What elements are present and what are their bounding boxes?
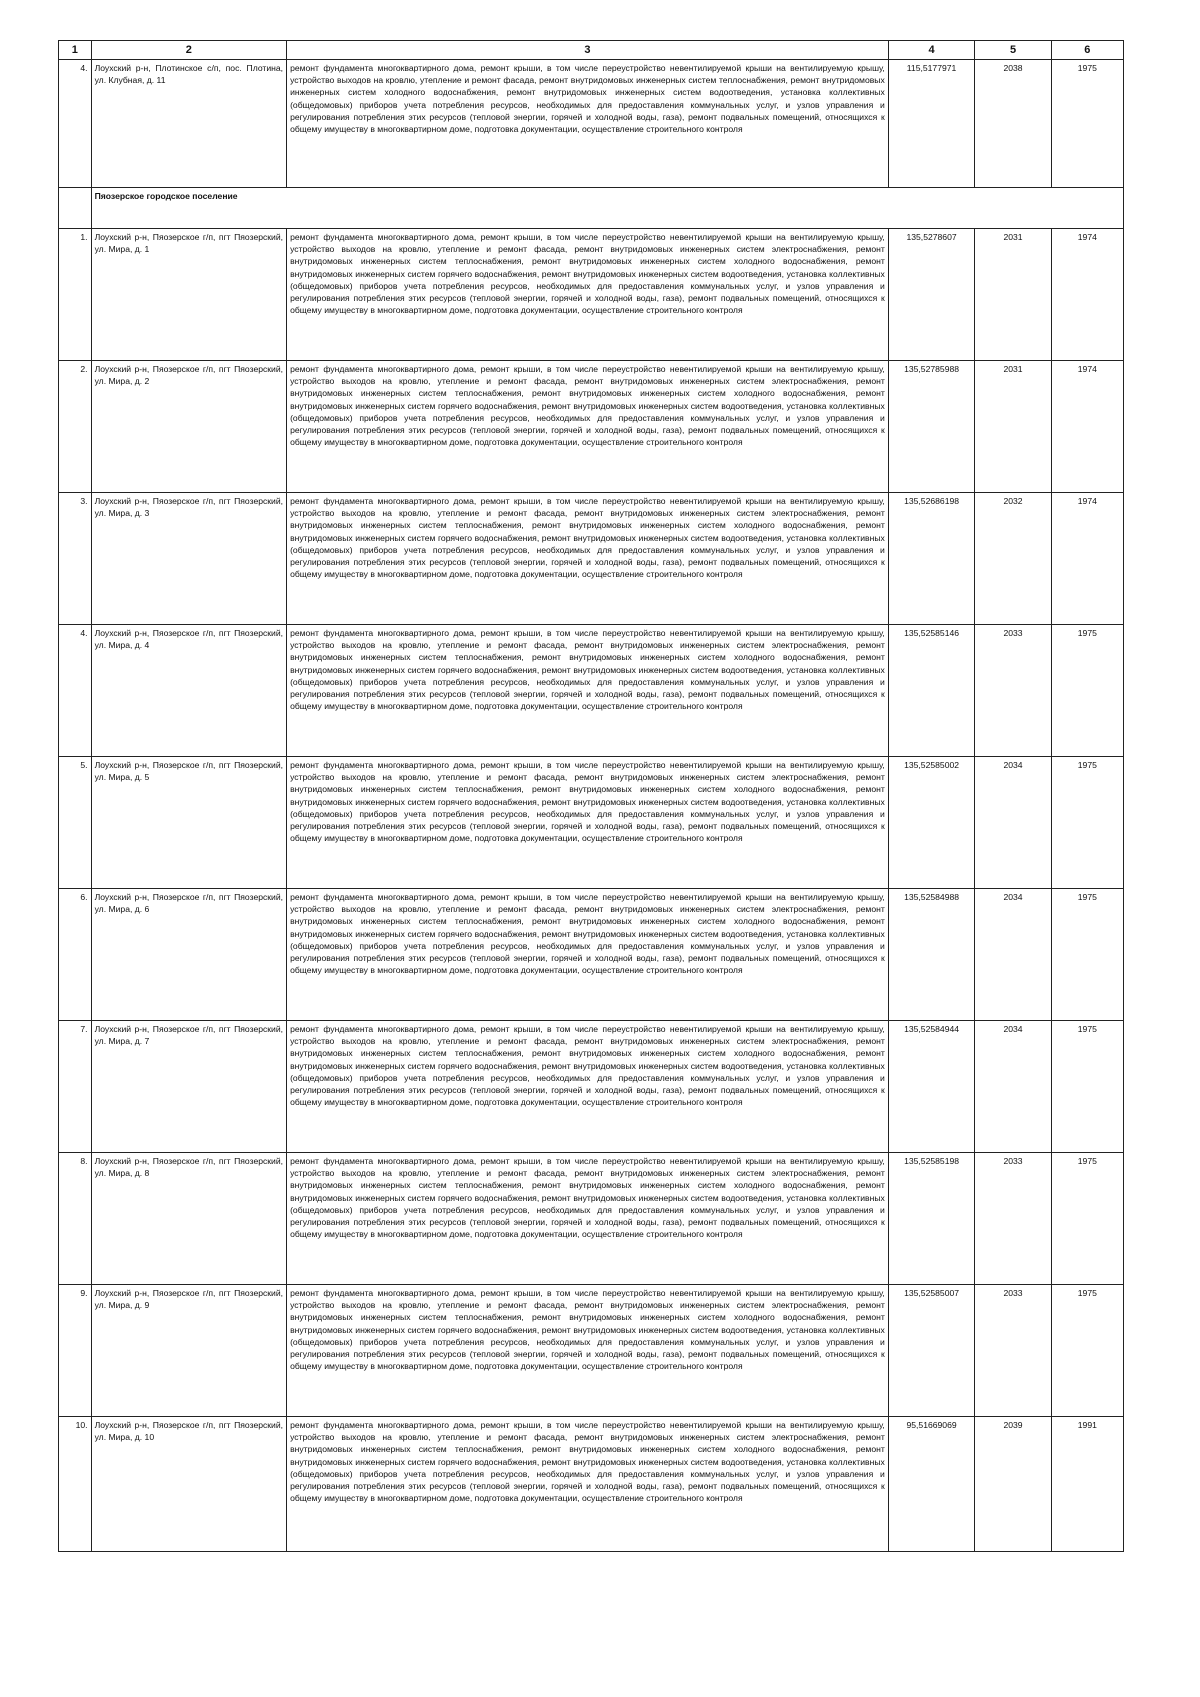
row-work-description: ремонт фундамента многоквартирного дома, ремонт крыши, в том числе переустройство невентилируемой крыши на вентилируемую крышу, устройство выходов на кровлю, утепление и ремонт фасада, ремонт внутридомовых инженерных систем электроснабжения, ремонт внутридомовых инженерных систем теплоснабжения, ремонт внутридомовых инженерных систем холодного водоснабжения, ремонт внутридомовых инженерных систем горячего водоснабжения, ремонт внутридомовых инженерных систем водоотведения, установка коллективных (общедомовых) приборов учета потребления ресурсов, необходимых для предоставления коммунальных услуг, и узлов управления и регулирования потребления этих ресурсов (тепловой энергии, горячей и холодной воды, газа), ремонт подвальных помещений, относящихся к общему имуществу в многоквартирном доме, подготовка документации, осуществление строительного контроля [287, 757, 889, 889]
row-address: Лоухский р-н, Пяозерское г/п, пгт Пяозерский, ул. Мира, д. 5 [91, 757, 286, 889]
section-empty-cell [59, 188, 92, 229]
row-work-description: ремонт фундамента многоквартирного дома, ремонт крыши, в том числе переустройство невентилируемой крыши на вентилируемую крышу, устройство выходов на кровлю, утепление и ремонт фасада, ремонт внутридомовых инженерных систем электроснабжения, ремонт внутридомовых инженерных систем теплоснабжения, ремонт внутридомовых инженерных систем холодного водоснабжения, ремонт внутридомовых инженерных систем горячего водоснабжения, ремонт внутридомовых инженерных систем водоотведения, установка коллективных (общедомовых) приборов учета потребления ресурсов, необходимых для предоставления коммунальных услуг, и узлов управления и регулирования потребления этих ресурсов (тепловой энергии, горячей и холодной воды, газа), ремонт подвальных помещений, относящихся к общему имуществу в многоквартирном доме, подготовка документации, осуществление строительного контроля [287, 493, 889, 625]
column-header-1: 1 [59, 41, 92, 60]
row-build-year: 1974 [1051, 361, 1123, 493]
table-row [59, 1417, 1124, 1552]
row-value: 135,52585002 [888, 757, 975, 889]
table-row [59, 625, 1124, 757]
row-build-year: 1975 [1051, 1153, 1123, 1285]
row-build-year: 1974 [1051, 493, 1123, 625]
section-title: Пяозерское городское поселение [91, 188, 1123, 229]
table-row [59, 60, 1124, 188]
row-value: 95,51669069 [888, 1417, 975, 1552]
row-value: 135,52584944 [888, 1021, 975, 1153]
row-build-year: 1975 [1051, 757, 1123, 889]
table-row [59, 493, 1124, 625]
row-address: Лоухский р-н, Пяозерское г/п, пгт Пяозерский, ул. Мира, д. 1 [91, 229, 286, 361]
row-number: 9. [59, 1285, 92, 1417]
row-address: Лоухский р-н, Пяозерское г/п, пгт Пяозерский, ул. Мира, д. 2 [91, 361, 286, 493]
table-row [59, 1285, 1124, 1417]
row-value: 135,52585146 [888, 625, 975, 757]
column-number-header-row [59, 41, 1124, 60]
row-planned-year: 2031 [975, 361, 1051, 493]
row-planned-year: 2034 [975, 757, 1051, 889]
row-build-year: 1975 [1051, 1285, 1123, 1417]
row-address: Лоухский р-н, Пяозерское г/п, пгт Пяозерский, ул. Мира, д. 10 [91, 1417, 286, 1552]
row-work-description: ремонт фундамента многоквартирного дома, ремонт крыши, в том числе переустройство невентилируемой крыши на вентилируемую крышу, устройство выходов на кровлю, утепление и ремонт фасада, ремонт внутридомовых инженерных систем электроснабжения, ремонт внутридомовых инженерных систем теплоснабжения, ремонт внутридомовых инженерных систем холодного водоснабжения, ремонт внутридомовых инженерных систем горячего водоснабжения, ремонт внутридомовых инженерных систем водоотведения, установка коллективных (общедомовых) приборов учета потребления ресурсов, необходимых для предоставления коммунальных услуг, и узлов управления и регулирования потребления этих ресурсов (тепловой энергии, горячей и холодной воды, газа), ремонт подвальных помещений, относящихся к общему имуществу в многоквартирном доме, подготовка документации, осуществление строительного контроля [287, 1153, 889, 1285]
row-planned-year: 2034 [975, 1021, 1051, 1153]
row-address: Лоухский р-н, Пяозерское г/п, пгт Пяозерский, ул. Мира, д. 8 [91, 1153, 286, 1285]
column-header-3: 3 [287, 41, 889, 60]
table-row [59, 361, 1124, 493]
column-header-6: 6 [1051, 41, 1123, 60]
row-work-description: ремонт фундамента многоквартирного дома, ремонт крыши, в том числе переустройство невентилируемой крыши на вентилируемую крышу, устройство выходов на кровлю, утепление и ремонт фасада, ремонт внутридомовых инженерных систем электроснабжения, ремонт внутридомовых инженерных систем теплоснабжения, ремонт внутридомовых инженерных систем холодного водоснабжения, ремонт внутридомовых инженерных систем горячего водоснабжения, ремонт внутридомовых инженерных систем водоотведения, установка коллективных (общедомовых) приборов учета потребления ресурсов, необходимых для предоставления коммунальных услуг, и узлов управления и регулирования потребления этих ресурсов (тепловой энергии, горячей и холодной воды, газа), ремонт подвальных помещений, относящихся к общему имуществу в многоквартирном доме, подготовка документации, осуществление строительного контроля [287, 1285, 889, 1417]
row-work-description: ремонт фундамента многоквартирного дома, ремонт крыши, в том числе переустройство невентилируемой крыши на вентилируемую крышу, устройство выходов на кровлю, утепление и ремонт фасада, ремонт внутридомовых инженерных систем теплоснабжения, ремонт внутридомовых инженерных систем холодного водоснабжения, ремонт внутридомовых инженерных систем водоотведения, установка коллективных (общедомовых) приборов учета потребления ресурсов, необходимых для предоставления коммунальных услуг, и узлов управления и регулирования потребления этих ресурсов (тепловой энергии, горячей и холодной воды, газа), ремонт подвальных помещений, относящихся к общему имуществу в многоквартирном доме, подготовка документации, осуществление строительного контроля [287, 60, 889, 188]
row-address: Лоухский р-н, Пяозерское г/п, пгт Пяозерский, ул. Мира, д. 4 [91, 625, 286, 757]
row-build-year: 1975 [1051, 1021, 1123, 1153]
row-build-year: 1974 [1051, 229, 1123, 361]
row-build-year: 1975 [1051, 625, 1123, 757]
row-value: 135,52584988 [888, 889, 975, 1021]
row-planned-year: 2039 [975, 1417, 1051, 1552]
column-header-2: 2 [91, 41, 286, 60]
row-number: 10. [59, 1417, 92, 1552]
row-work-description: ремонт фундамента многоквартирного дома, ремонт крыши, в том числе переустройство невентилируемой крыши на вентилируемую крышу, устройство выходов на кровлю, утепление и ремонт фасада, ремонт внутридомовых инженерных систем электроснабжения, ремонт внутридомовых инженерных систем теплоснабжения, ремонт внутридомовых инженерных систем холодного водоснабжения, ремонт внутридомовых инженерных систем горячего водоснабжения, ремонт внутридомовых инженерных систем водоотведения, установка коллективных (общедомовых) приборов учета потребления ресурсов, необходимых для предоставления коммунальных услуг, и узлов управления и регулирования потребления этих ресурсов (тепловой энергии, горячей и холодной воды, газа), ремонт подвальных помещений, относящихся к общему имуществу в многоквартирном доме, подготовка документации, осуществление строительного контроля [287, 625, 889, 757]
row-value: 135,52585007 [888, 1285, 975, 1417]
row-number: 7. [59, 1021, 92, 1153]
column-header-5: 5 [975, 41, 1051, 60]
row-build-year: 1975 [1051, 60, 1123, 188]
row-value: 135,52686198 [888, 493, 975, 625]
table-row [59, 229, 1124, 361]
row-work-description: ремонт фундамента многоквартирного дома, ремонт крыши, в том числе переустройство невентилируемой крыши на вентилируемую крышу, устройство выходов на кровлю, утепление и ремонт фасада, ремонт внутридомовых инженерных систем электроснабжения, ремонт внутридомовых инженерных систем теплоснабжения, ремонт внутридомовых инженерных систем холодного водоснабжения, ремонт внутридомовых инженерных систем горячего водоснабжения, ремонт внутридомовых инженерных систем водоотведения, установка коллективных (общедомовых) приборов учета потребления ресурсов, необходимых для предоставления коммунальных услуг, и узлов управления и регулирования потребления этих ресурсов (тепловой энергии, горячей и холодной воды, газа), ремонт подвальных помещений, относящихся к общему имуществу в многоквартирном доме, подготовка документации, осуществление строительного контроля [287, 361, 889, 493]
row-number: 4. [59, 625, 92, 757]
row-address: Лоухский р-н, Пяозерское г/п, пгт Пяозерский, ул. Мира, д. 7 [91, 1021, 286, 1153]
row-number: 3. [59, 493, 92, 625]
table-row [59, 1153, 1124, 1285]
row-number: 1. [59, 229, 92, 361]
row-build-year: 1975 [1051, 889, 1123, 1021]
row-number: 6. [59, 889, 92, 1021]
row-value: 135,5278607 [888, 229, 975, 361]
row-planned-year: 2033 [975, 1153, 1051, 1285]
row-planned-year: 2033 [975, 625, 1051, 757]
row-address: Лоухский р-н, Пяозерское г/п, пгт Пяозерский, ул. Мира, д. 3 [91, 493, 286, 625]
row-address: Лоухский р-н, Плотинское с/п, пос. Плотина, ул. Клубная, д. 11 [91, 60, 286, 188]
row-planned-year: 2033 [975, 1285, 1051, 1417]
row-number: 4. [59, 60, 92, 188]
row-value: 115,5177971 [888, 60, 975, 188]
column-header-4: 4 [888, 41, 975, 60]
housing-repair-table [58, 40, 1124, 1552]
row-value: 135,52585198 [888, 1153, 975, 1285]
table-row [59, 1021, 1124, 1153]
table-row [59, 757, 1124, 889]
row-address: Лоухский р-н, Пяозерское г/п, пгт Пяозерский, ул. Мира, д. 9 [91, 1285, 286, 1417]
row-number: 2. [59, 361, 92, 493]
row-work-description: ремонт фундамента многоквартирного дома, ремонт крыши, в том числе переустройство невентилируемой крыши на вентилируемую крышу, устройство выходов на кровлю, утепление и ремонт фасада, ремонт внутридомовых инженерных систем электроснабжения, ремонт внутридомовых инженерных систем теплоснабжения, ремонт внутридомовых инженерных систем холодного водоснабжения, ремонт внутридомовых инженерных систем горячего водоснабжения, ремонт внутридомовых инженерных систем водоотведения, установка коллективных (общедомовых) приборов учета потребления ресурсов, необходимых для предоставления коммунальных услуг, и узлов управления и регулирования потребления этих ресурсов (тепловой энергии, горячей и холодной воды, газа), ремонт подвальных помещений, относящихся к общему имуществу в многоквартирном доме, подготовка документации, осуществление строительного контроля [287, 229, 889, 361]
row-planned-year: 2032 [975, 493, 1051, 625]
row-address: Лоухский р-н, Пяозерское г/п, пгт Пяозерский, ул. Мира, д. 6 [91, 889, 286, 1021]
row-number: 5. [59, 757, 92, 889]
row-planned-year: 2031 [975, 229, 1051, 361]
row-planned-year: 2034 [975, 889, 1051, 1021]
row-work-description: ремонт фундамента многоквартирного дома, ремонт крыши, в том числе переустройство невентилируемой крыши на вентилируемую крышу, устройство выходов на кровлю, утепление и ремонт фасада, ремонт внутридомовых инженерных систем электроснабжения, ремонт внутридомовых инженерных систем теплоснабжения, ремонт внутридомовых инженерных систем холодного водоснабжения, ремонт внутридомовых инженерных систем горячего водоснабжения, ремонт внутридомовых инженерных систем водоотведения, установка коллективных (общедомовых) приборов учета потребления ресурсов, необходимых для предоставления коммунальных услуг, и узлов управления и регулирования потребления этих ресурсов (тепловой энергии, горячей и холодной воды, газа), ремонт подвальных помещений, относящихся к общему имуществу в многоквартирном доме, подготовка документации, осуществление строительного контроля [287, 1417, 889, 1552]
row-planned-year: 2038 [975, 60, 1051, 188]
row-value: 135,52785988 [888, 361, 975, 493]
row-work-description: ремонт фундамента многоквартирного дома, ремонт крыши, в том числе переустройство невентилируемой крыши на вентилируемую крышу, устройство выходов на кровлю, утепление и ремонт фасада, ремонт внутридомовых инженерных систем электроснабжения, ремонт внутридомовых инженерных систем теплоснабжения, ремонт внутридомовых инженерных систем холодного водоснабжения, ремонт внутридомовых инженерных систем горячего водоснабжения, ремонт внутридомовых инженерных систем водоотведения, установка коллективных (общедомовых) приборов учета потребления ресурсов, необходимых для предоставления коммунальных услуг, и узлов управления и регулирования потребления этих ресурсов (тепловой энергии, горячей и холодной воды, газа), ремонт подвальных помещений, относящихся к общему имуществу в многоквартирном доме, подготовка документации, осуществление строительного контроля [287, 1021, 889, 1153]
table-row [59, 889, 1124, 1021]
row-number: 8. [59, 1153, 92, 1285]
row-build-year: 1991 [1051, 1417, 1123, 1552]
row-work-description: ремонт фундамента многоквартирного дома, ремонт крыши, в том числе переустройство невентилируемой крыши на вентилируемую крышу, устройство выходов на кровлю, утепление и ремонт фасада, ремонт внутридомовых инженерных систем электроснабжения, ремонт внутридомовых инженерных систем теплоснабжения, ремонт внутридомовых инженерных систем холодного водоснабжения, ремонт внутридомовых инженерных систем горячего водоснабжения, ремонт внутридомовых инженерных систем водоотведения, установка коллективных (общедомовых) приборов учета потребления ресурсов, необходимых для предоставления коммунальных услуг, и узлов управления и регулирования потребления этих ресурсов (тепловой энергии, горячей и холодной воды, газа), ремонт подвальных помещений, относящихся к общему имуществу в многоквартирном доме, подготовка документации, осуществление строительного контроля [287, 889, 889, 1021]
section-row [59, 188, 1124, 229]
